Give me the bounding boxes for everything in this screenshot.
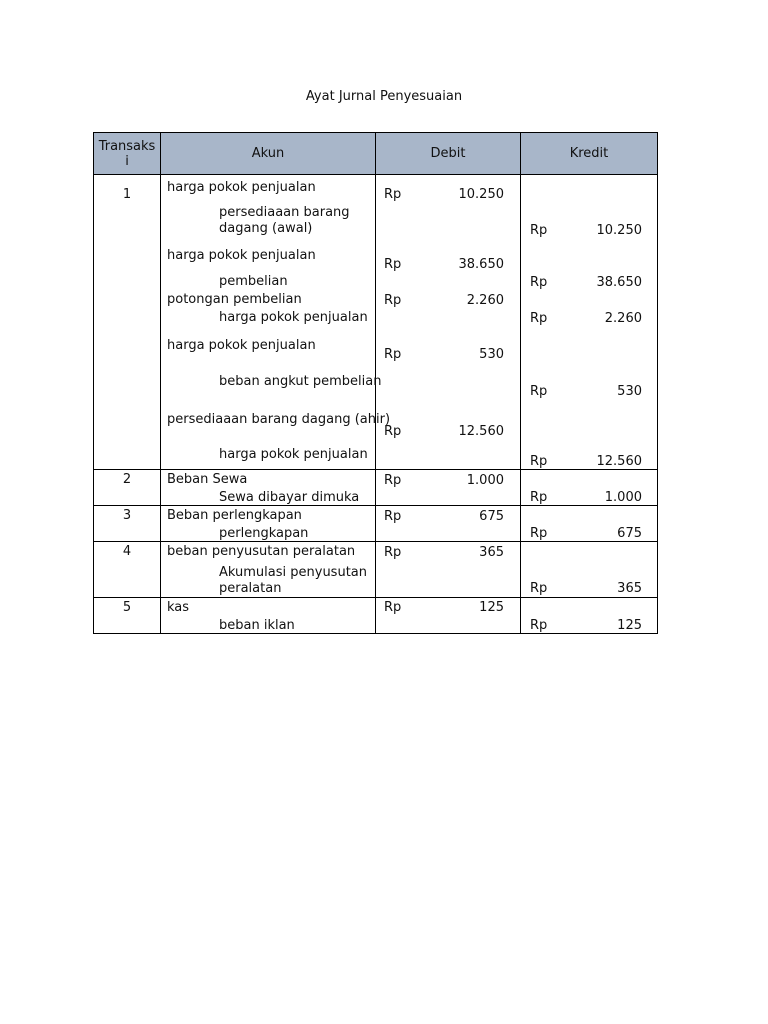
header-debit: Debit [430, 146, 466, 161]
row-divider [94, 597, 657, 598]
kredit-currency: Rp [530, 490, 548, 505]
account-name: Beban Sewa [167, 472, 248, 487]
account-name: Sewa dibayar dimuka [219, 490, 360, 505]
kredit-currency: Rp [530, 223, 548, 238]
debit-amount: 675 [479, 509, 504, 524]
debit-currency: Rp [384, 347, 402, 362]
account-name: beban angkut pembelian [219, 374, 382, 389]
account-name: Akumulasi penyusutan peralatan [219, 565, 367, 596]
account-name: beban iklan [219, 618, 295, 633]
kredit-amount: 530 [617, 384, 642, 399]
debit-amount: 38.650 [458, 257, 504, 272]
debit-amount: 2.260 [466, 293, 504, 308]
page-title: Ayat Jurnal Penyesuaian [305, 89, 463, 104]
transaction-number: 1 [122, 187, 132, 202]
transaction-number: 2 [122, 472, 132, 487]
account-name: potongan pembelian [167, 292, 302, 307]
column-divider [160, 133, 161, 633]
kredit-currency: Rp [530, 618, 548, 633]
account-name: Beban perlengkapan [167, 508, 302, 523]
kredit-amount: 2.260 [604, 311, 642, 326]
transaction-number: 5 [122, 600, 132, 615]
kredit-currency: Rp [530, 581, 548, 596]
account-name: harga pokok penjualan [219, 310, 368, 325]
kredit-amount: 675 [617, 526, 642, 541]
debit-amount: 365 [479, 545, 504, 560]
debit-currency: Rp [384, 187, 402, 202]
kredit-currency: Rp [530, 275, 548, 290]
account-name: harga pokok penjualan [167, 338, 316, 353]
account-name: kas [167, 600, 190, 615]
debit-currency: Rp [384, 600, 402, 615]
account-name: persediaaan barang dagang (awal) [219, 205, 350, 236]
account-name: harga pokok penjualan [219, 447, 368, 462]
debit-currency: Rp [384, 424, 402, 439]
account-name: pembelian [219, 274, 288, 289]
kredit-currency: Rp [530, 311, 548, 326]
debit-amount: 10.250 [458, 187, 504, 202]
debit-currency: Rp [384, 293, 402, 308]
debit-amount: 530 [479, 347, 504, 362]
debit-amount: 1.000 [466, 473, 504, 488]
account-name: harga pokok penjualan [167, 180, 316, 195]
column-divider [520, 133, 521, 633]
account-name: persediaaan barang dagang (ahir) [167, 412, 391, 427]
account-name: harga pokok penjualan [167, 248, 316, 263]
journal-table [93, 132, 658, 634]
header-transaksi: Transaks i [98, 138, 156, 169]
header-kredit: Kredit [569, 146, 609, 161]
transaction-number: 4 [122, 544, 132, 559]
kredit-currency: Rp [530, 384, 548, 399]
debit-amount: 12.560 [458, 424, 504, 439]
kredit-amount: 1.000 [604, 490, 642, 505]
debit-currency: Rp [384, 473, 402, 488]
transaction-number: 3 [122, 508, 132, 523]
account-name: beban penyusutan peralatan [167, 544, 356, 559]
kredit-amount: 38.650 [596, 275, 642, 290]
kredit-currency: Rp [530, 454, 548, 469]
debit-currency: Rp [384, 545, 402, 560]
header-akun: Akun [251, 146, 285, 161]
kredit-amount: 10.250 [596, 223, 642, 238]
debit-amount: 125 [479, 600, 504, 615]
account-name: perlengkapan [219, 526, 309, 541]
kredit-amount: 125 [617, 618, 642, 633]
debit-currency: Rp [384, 509, 402, 524]
kredit-amount: 365 [617, 581, 642, 596]
kredit-currency: Rp [530, 526, 548, 541]
debit-currency: Rp [384, 257, 402, 272]
kredit-amount: 12.560 [596, 454, 642, 469]
